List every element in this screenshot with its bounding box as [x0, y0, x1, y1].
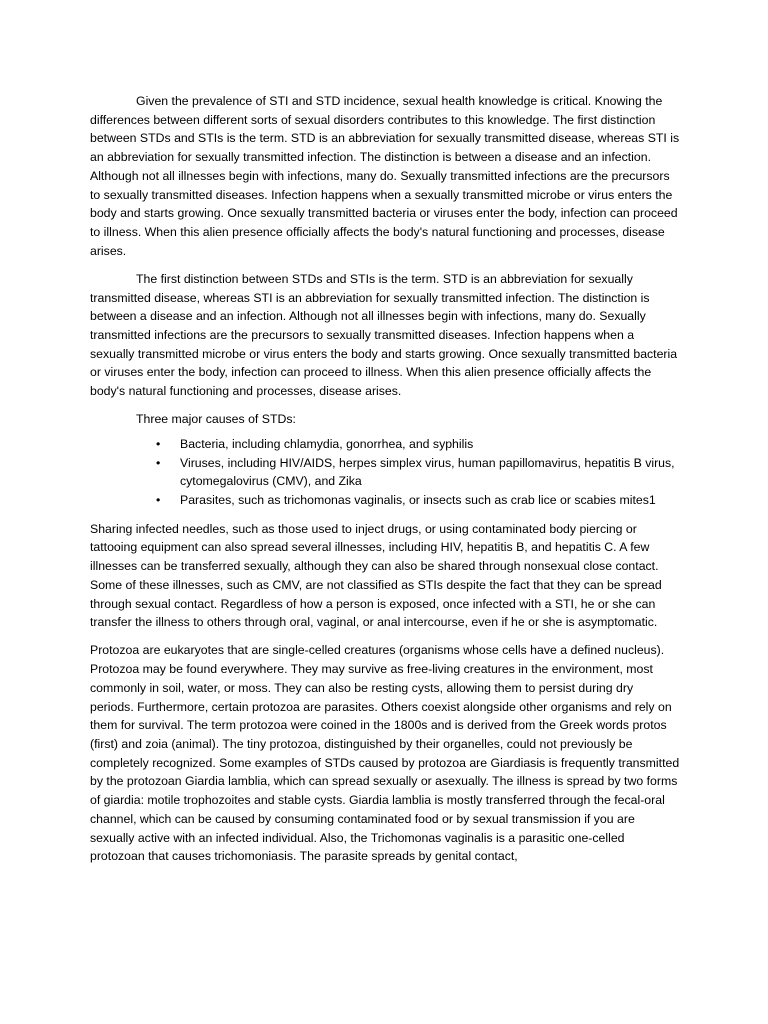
list-lead: Three major causes of STDs:: [136, 412, 296, 427]
list-item-text: Parasites, such as trichomonas vaginalis, or insects such as crab lice or scabies mites1: [180, 493, 656, 508]
list-item: [156, 491, 680, 510]
paragraph-intro: Given the prevalence of STI and STD incidence, sexual health knowledge is critical. Knowing the differences between different sorts of sexual disorders contributes to this knowledge. The first distinction between STDs and STIs is the term. STD is an abbreviation for sexually transmitted disease, whereas STI is an abbreviation for sexually transmitted infection. The distinction is between a disease and an infection. Although not all illnesses begin with infections, many do. Sexually transmitted infections are the precursors to sexually transmitted diseases. Infection happens when a sexually transmitted microbe or virus enters the body and starts growing. Once sexually transmitted bacteria or viruses enter the body, infection can proceed to illness. When this alien presence officially affects the body's natural functioning and processes, disease arises.: [90, 94, 680, 258]
list-item: [156, 454, 680, 491]
paragraph-distinction: The first distinction between STDs and STIs is the term. STD is an abbreviation for sexually transmitted disease, whereas STI is an abbreviation for sexually transmitted infection. The distinction is between a disease and an infection. Although not all illnesses begin with infections, many do. Sexually transmitted infections are the precursors to sexually transmitted diseases. Infection happens when a sexually transmitted microbe or virus enters the body and starts growing. Once sexually transmitted bacteria or viruses enter the body, infection can proceed to illness. When this alien presence officially affects the body's natural functioning and processes, disease arises.: [90, 271, 678, 399]
bullet-icon: •: [156, 455, 161, 470]
paragraph-transmission: Sharing infected needles, such as those used to inject drugs, or using contaminated body piercing or tattooing equipment can also spread several illnesses, including HIV, hepatitis B, and hepatitis C. A few illnesses can be transferred sexually, although they can also be shared through nonsexual close contact. Some of these illnesses, such as CMV, are not classified as STIs despite the fact that they can be spread through sexual contact. Regardless of how a person is exposed, once infected with a STI, he or she can transfer the illness to others through oral, vaginal, or anal intercourse, even if he or she is asymptomatic.: [90, 521, 662, 630]
list-item-text: Viruses, including HIV/AIDS, herpes simplex virus, human papillomavirus, hepatitis B virus, cytomegalovirus (CMV), and Zika: [180, 455, 675, 489]
paragraph-protozoa: Protozoa are eukaryotes that are single-celled creatures (organisms whose cells have a defined nucleus). Protozoa may be found everywhere. They may survive as free-living creatures in the environment, most commonly in soil, water, or moss. They can also be resting cysts, allowing them to persist during dry periods. Furthermore, certain protozoa are parasites. Others coexist alongside other organisms and rely on them for survival. The term protozoa were coined in the 1800s and is derived from the Greek words protos (first) and zoia (animal). The tiny protozoa, distinguished by their organelles, could not previously be completely recognized. Some examples of STDs caused by protozoa are Giardiasis is frequently transmitted by the protozoan Giardia lamblia, which can spread sexually or asexually. The illness is spread by two forms of giardia: motile trophozoites and stable cysts. Giardia lamblia is mostly transferred through the fecal-oral channel, which can be caused by consuming contaminated food or by sexual transmission if you are sexually active with an infected individual. Also, the Trichomonas vaginalis is a parasitic one-celled protozoan that causes trichomoniasis. The parasite spreads by genital contact,: [90, 643, 680, 864]
bullet-icon: •: [156, 493, 161, 508]
bullet-icon: •: [156, 436, 161, 451]
list-item-text: Bacteria, including chlamydia, gonorrhea, and syphilis: [180, 436, 474, 451]
list-item: [156, 435, 680, 454]
causes-list: [90, 435, 680, 510]
